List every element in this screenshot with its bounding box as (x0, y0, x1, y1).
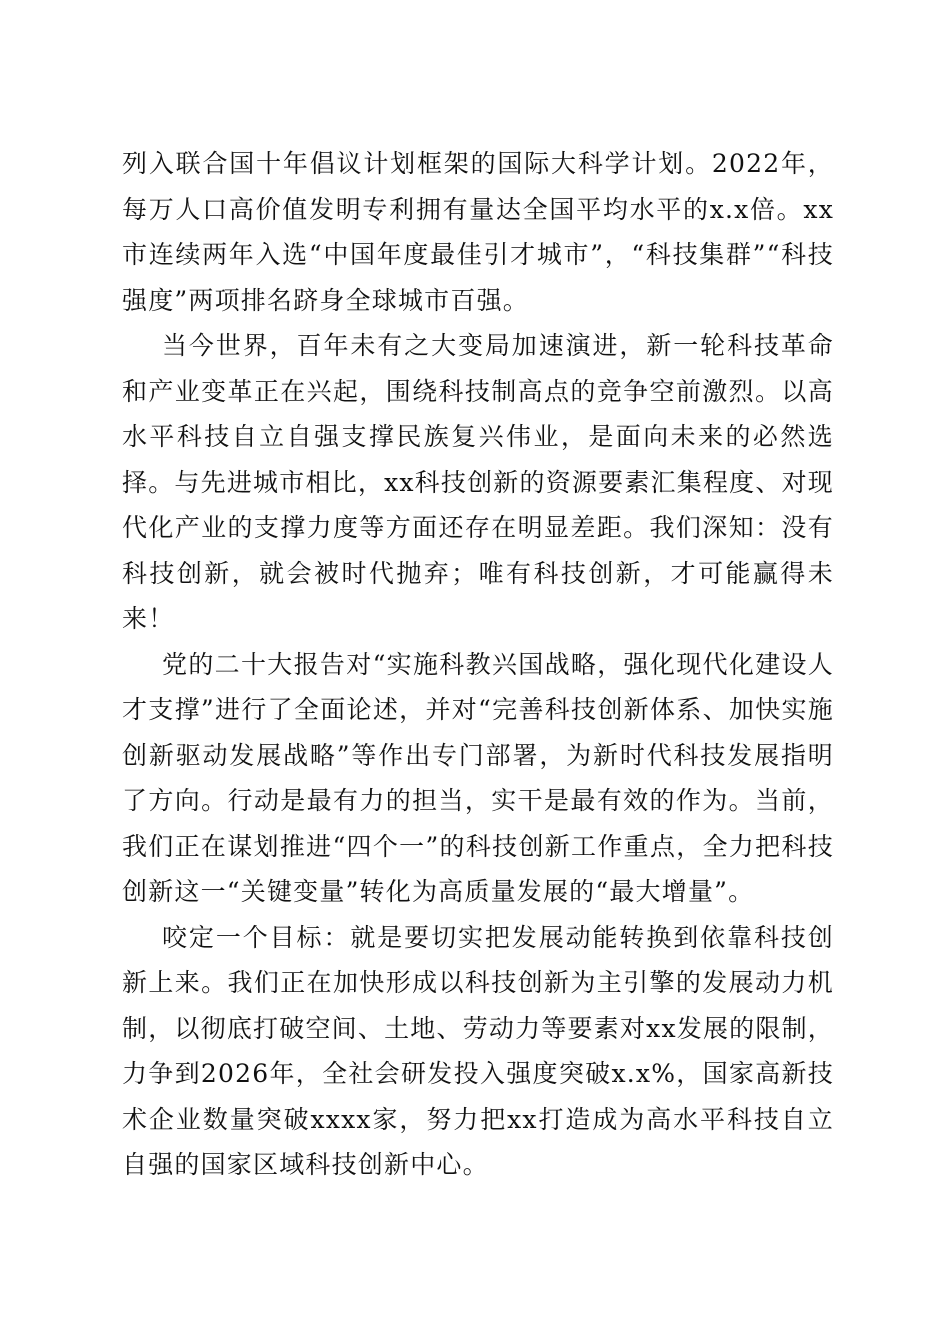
document-body (122, 141, 834, 1188)
paragraph-continuation: 列入联合国十年倡议计划框架的国际大科学计划。2022年，每万人口高价值发明专利拥有量达全国平均水平的x.x倍。xx市连续两年入选“中国年度最佳引才城市”，“科技集群”“科技强度”两项排名跻身全球城市百强。 (122, 149, 834, 315)
paragraph-world-situation: 当今世界，百年未有之大变局加速演进，新一轮科技革命和产业变革正在兴起，围绕科技制高点的竞争空前激烈。以高水平科技自立自强支撑民族复兴伟业，是面向未来的必然选择。与先进城市相比，xx科技创新的资源要素汇集程度、对现代化产业的支撑力度等方面还存在明显差距。我们深知：没有科技创新，就会被时代抛弃；唯有科技创新，才可能赢得未来！ (122, 331, 834, 633)
paragraph-party-congress: 党的二十大报告对“实施科教兴国战略，强化现代化建设人才支撑”进行了全面论述，并对“完善科技创新体系、加快实施创新驱动发展战略”等作出专门部署，为新时代科技发展指明了方向。行动是最有力的担当，实干是最有效的作为。当前，我们正在谋划推进“四个一”的科技创新工作重点，全力把科技创新这一“关键变量”转化为高质量发展的“最大增量”。 (122, 649, 834, 906)
paragraph-target: 咬定一个目标：就是要切实把发展动能转换到依靠科技创新上来。我们正在加快形成以科技创新为主引擎的发展动力机制，以彻底打破空间、土地、劳动力等要素对xx发展的限制，力争到2026年，全社会研发投入强度突破x.x%，国家高新技术企业数量突破xxxx家，努力把xx打造成为高水平科技自立自强的国家区域科技创新中心。 (122, 922, 834, 1179)
